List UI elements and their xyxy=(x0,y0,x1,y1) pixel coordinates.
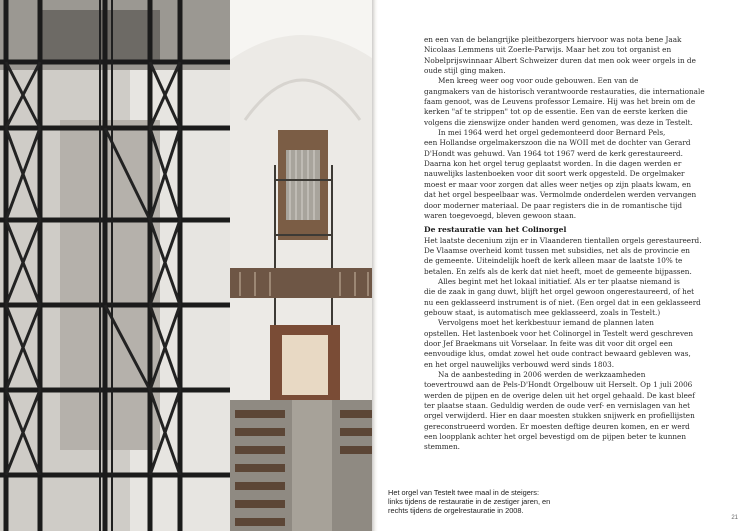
text-line: nu een geklasseerd instrument is of niet. (Een orgel dat in een geklasseerd xyxy=(424,297,701,307)
page-number: 21 xyxy=(731,515,738,521)
section-heading: De restauratie van het Colinorgel xyxy=(424,225,567,235)
text-line: de gemeente. Uiteindelijk hoeft de kerk alleen maar de laatste 10% te xyxy=(424,256,683,266)
text-line: gebouw staat, is automatisch mee geklasseerd, zoals in Testelt.) xyxy=(424,307,661,317)
photo-scaffolding-2008 xyxy=(230,0,375,531)
text-line: een loopplank achter het orgel bevestigd om de pijpen beter te kunnen xyxy=(424,432,687,442)
text-line: door moderner materiaal. De paar registers die in de romantische tijd xyxy=(424,200,683,210)
text-line: nauwelijks lastenboeken voor dit soort werk opgesteld. De orgelmaker xyxy=(424,169,685,179)
text-line: ter plaatse staan. Geduldig werden de oude verf- en vernislagen van het xyxy=(424,401,691,411)
caption-line: links tijdens de restauratie in de zestiger jaren, en xyxy=(388,497,551,506)
text-line: De Vlaamse overheid komt tussen met subsidies, net als de provincie en xyxy=(424,245,690,255)
text-line: en een van de belangrijke pleitbezorgers hiervoor was nota bene Jaak xyxy=(424,35,682,44)
text-line: Nobelprijswinnaar Albert Schweizer duren dat men ook weer orgels in de xyxy=(424,55,696,65)
text-line: Het laatste decenium zijn er in Vlaanderen tientallen orgels gerestaureerd. xyxy=(424,235,702,245)
article-body xyxy=(424,35,724,453)
text-line: Daarna kon het orgel terug geplaatst worden. In die dagen werden er xyxy=(424,159,682,169)
text-line: een Hollandse orgelmakerszoon die na WOII met de dochter van Gerard xyxy=(424,138,691,148)
scaffolding-photo-image xyxy=(0,0,230,531)
text-line: betalen. En zelfs als de kerk dat niet heeft, moet de gemeente bijpassen. xyxy=(424,266,692,276)
text-line: orgel verwijderd. Hier en daar moesten stukken snijwerk en profiellijsten xyxy=(424,411,695,421)
text-line: Vervolgens moet het kerkbestuur iemand de plannen laten xyxy=(438,318,654,328)
text-line: Nicolaas Lemmens uit Zoerle-Parwijs. Maar het zou tot organist en xyxy=(424,45,672,55)
caption-line: Het orgel van Testelt twee maal in de steigers: xyxy=(388,488,540,497)
text-line: Na de aanbesteding in 2006 werden de werkzaamheden xyxy=(438,370,646,379)
text-line: werden de pijpen en de overige delen uit het orgel gehaald. De kast bleef xyxy=(424,390,695,400)
text-line: oude stijl ging maken. xyxy=(424,66,506,76)
text-line: door Jef Braekmans uit Vorselaar. In feite was dit voor dit orgel een xyxy=(424,338,673,348)
text-line: Men kreeg weer oog voor oude gebouwen. Een van de xyxy=(438,76,639,86)
photo-caption xyxy=(388,488,578,515)
text-line: gereconstrueerd worden. Er moesten deftige deuren komen, en er werd xyxy=(424,421,690,431)
text-line: gangmakers van de historisch verantwoorde restauraties, die internationale xyxy=(424,86,705,96)
text-line: en het orgel nauwelijks verbouwd werd sinds 1803. xyxy=(424,359,615,369)
photo-scaffolding-1960s xyxy=(0,0,230,531)
text-line: waren toegevoegd, bleven gewoon staan. xyxy=(424,210,577,220)
text-line: moest er maar voor zorgen dat alles weer netjes op zijn plaats kwam, en xyxy=(424,179,692,189)
text-line: opstellen. Het lastenboek voor het Colinorgel in Testelt werd geschreven xyxy=(424,328,693,338)
text-line: stemmen. xyxy=(424,442,460,452)
text-line: eenvoudige klus, omdat zowel het oude contract bewaard gebleven was, xyxy=(424,349,691,359)
right-page-text xyxy=(378,0,750,531)
text-line: faam genoot, was de Leuvens professor Lemaire. Hij was het brein om de xyxy=(424,97,696,107)
text-line: die de zaak in gang duwt, blijft het orgel gewoon ongerestaureerd, of het xyxy=(424,287,695,297)
text-line: Alles begint met het lokaal initiatief. Als er ter plaatse niemand is xyxy=(438,276,680,286)
text-line: D'Hondt was gehuwd. Van 1964 tot 1967 werd de kerk gerestaureerd. xyxy=(424,148,683,158)
caption-line: rechts tijdens de orgelrestauratie in 2008. xyxy=(388,506,524,515)
text-line: dat het orgel bespeelbaar was. Vermolmde onderdelen werden vervangen xyxy=(424,190,697,200)
text-line: In mei 1964 werd het orgel gedemonteerd door Bernard Pels, xyxy=(438,128,666,138)
text-line: volgens die zienswijze onder handen werd genomen, was deze in Testelt. xyxy=(424,117,693,127)
text-line: toevertrouwd aan de Pels-D'Hondt Orgelbouw uit Herselt. Op 1 juli 2006 xyxy=(424,380,693,390)
text-line: kerken "af te strippen" tot op de essentie. Een van de eerste kerken die xyxy=(424,107,688,117)
church-interior-photo-image xyxy=(230,0,375,531)
